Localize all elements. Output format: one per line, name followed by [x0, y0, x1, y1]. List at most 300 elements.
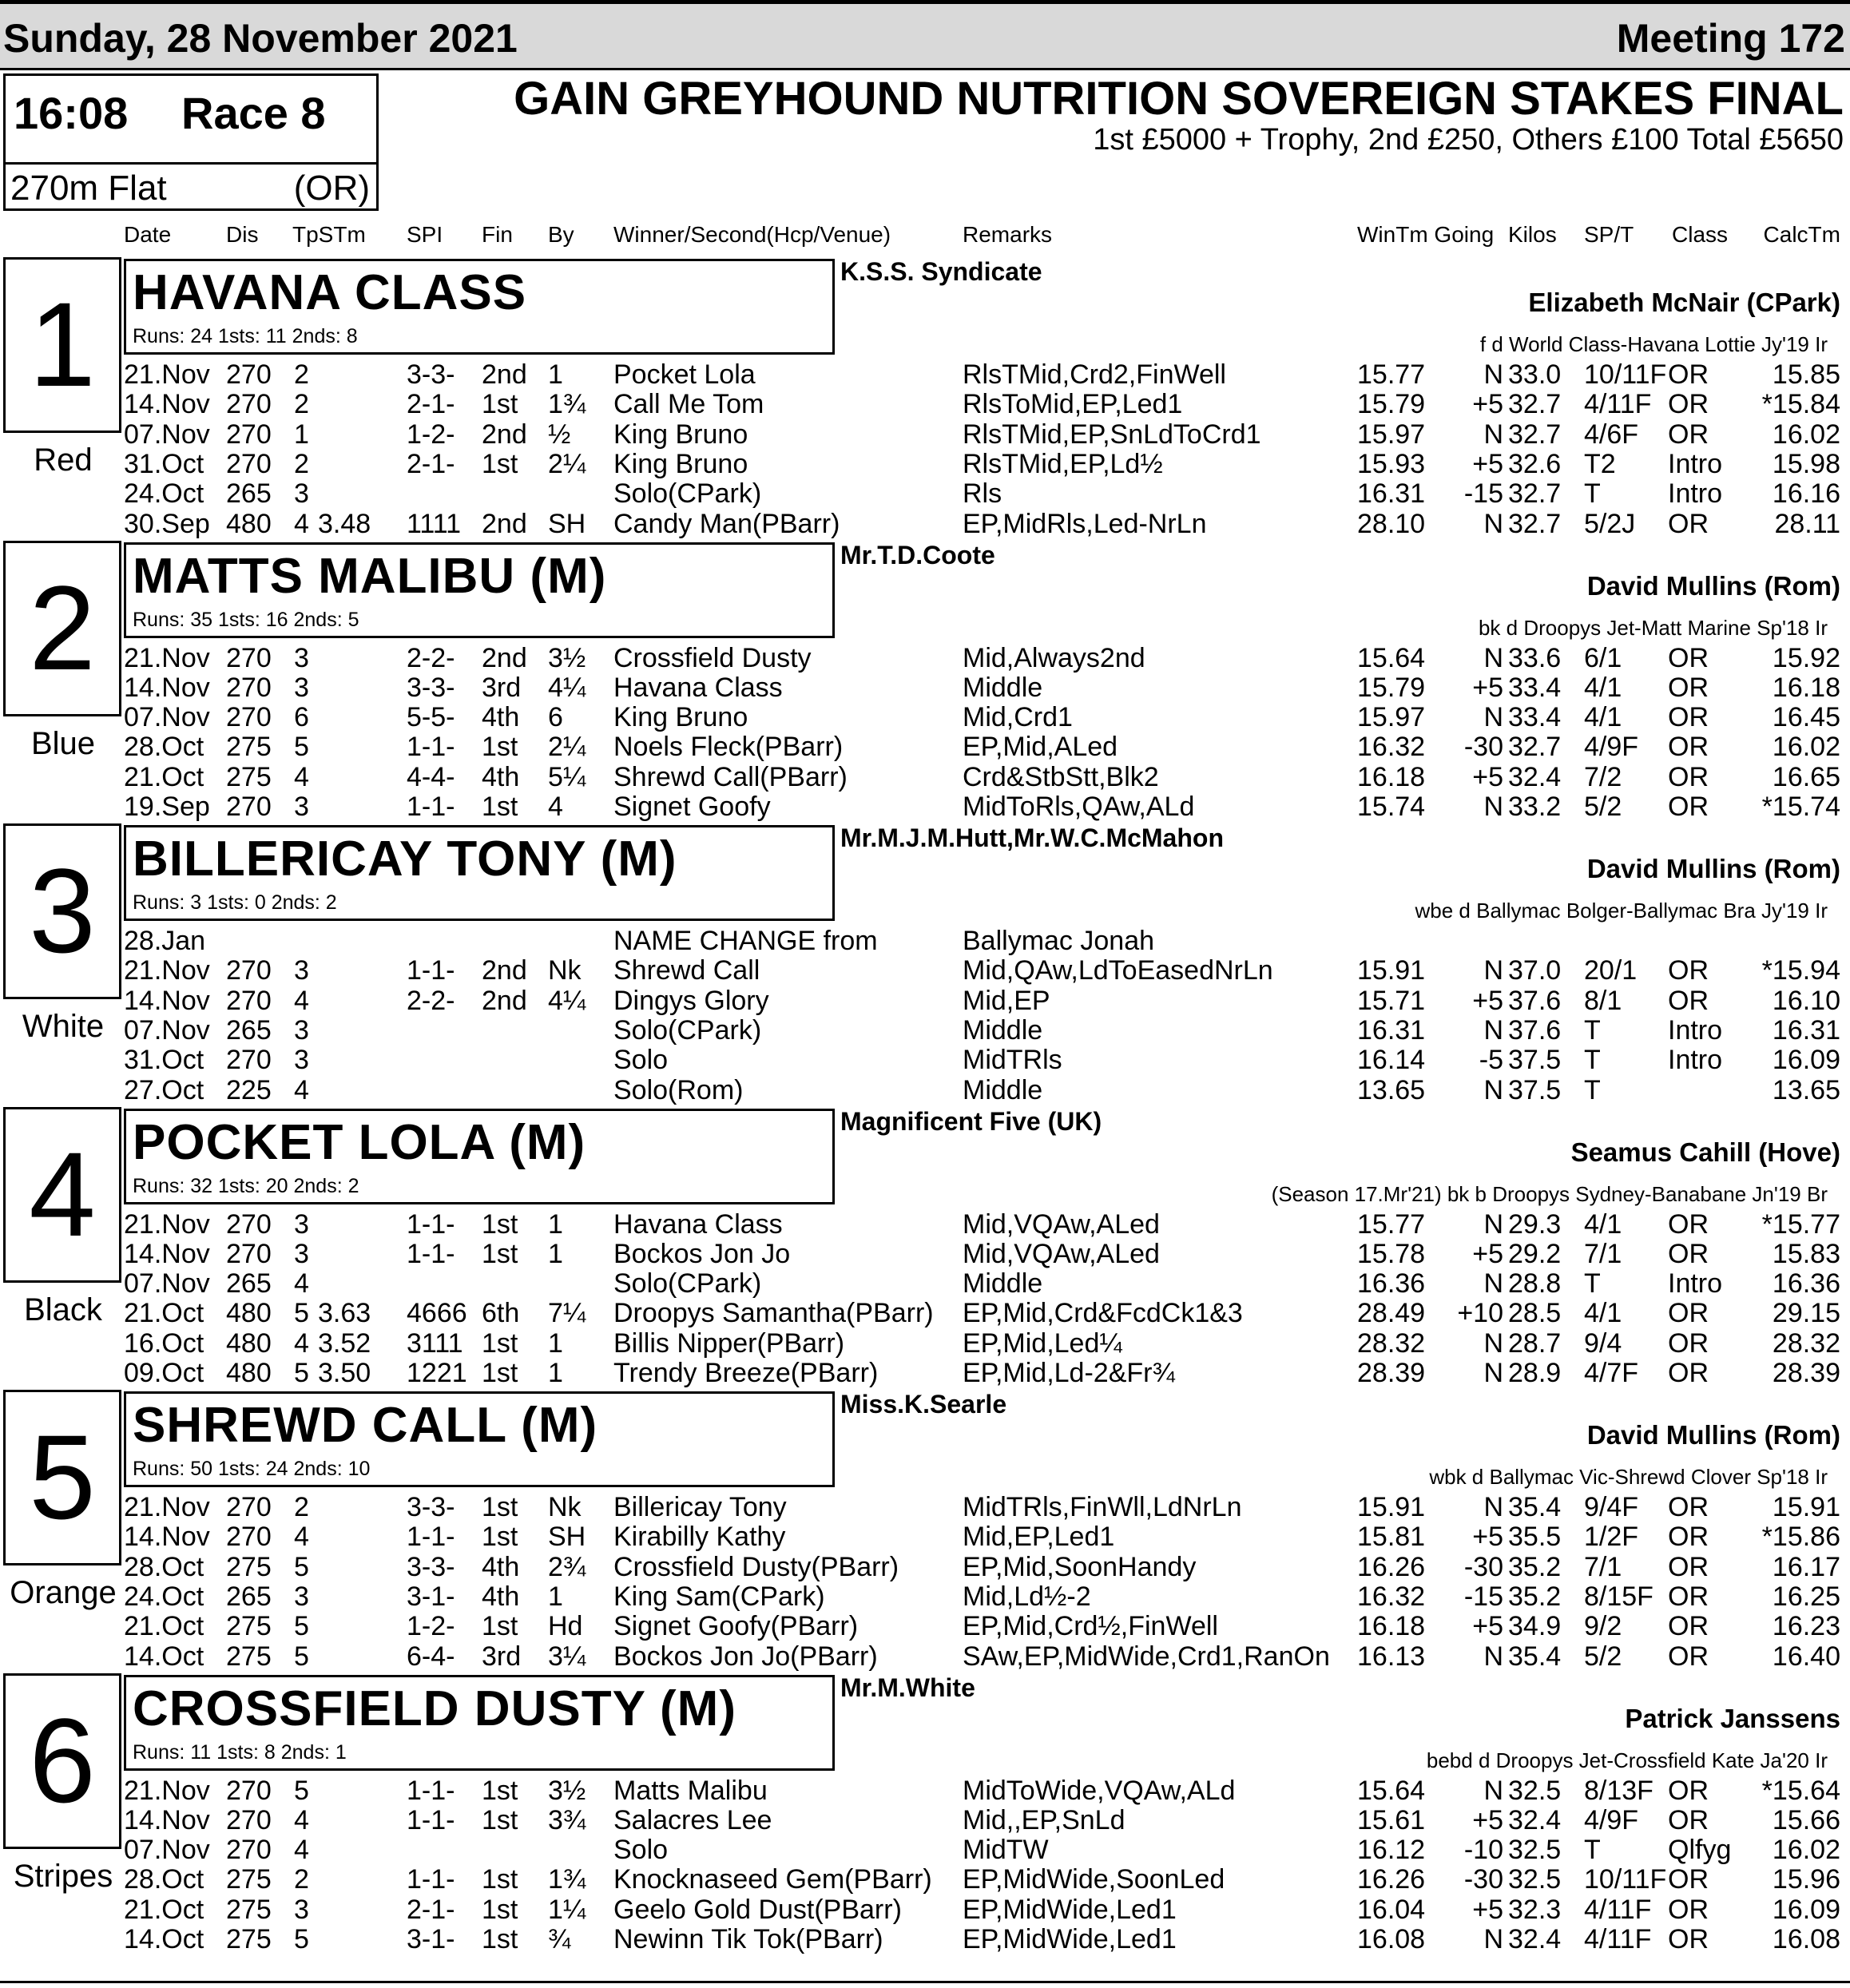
form-going: N: [1483, 792, 1503, 822]
form-row: [0, 1611, 1850, 1641]
form-sp: 4/1: [1584, 702, 1622, 733]
form-row: [0, 643, 1850, 673]
form-win-time: 16.04: [1357, 1894, 1426, 1925]
form-trap: 5: [294, 732, 309, 763]
form-distance-beaten: 1: [548, 1238, 563, 1269]
form-class: OR: [1668, 702, 1709, 733]
form-win-time: 16.31: [1357, 1014, 1426, 1046]
form-win-time: 16.32: [1357, 1581, 1426, 1612]
form-distance-beaten: ½: [548, 419, 571, 450]
form-going: -10: [1463, 1835, 1503, 1866]
form-distance: 480: [226, 1358, 272, 1388]
form-row: [0, 1492, 1850, 1522]
form-row: [0, 926, 1850, 955]
form-row: [0, 1641, 1850, 1671]
race-time: 16:08: [14, 88, 129, 138]
form-winner-second: Crossfield Dusty(PBarr): [613, 1551, 899, 1582]
form-sp: T: [1584, 1268, 1601, 1300]
form-sp: T: [1584, 1835, 1601, 1866]
form-win-time: 15.79: [1357, 672, 1426, 703]
form-row: [0, 1776, 1850, 1805]
form-winner-second: Havana Class: [613, 1208, 783, 1240]
form-distance: 275: [226, 1551, 272, 1582]
form-remarks: EP,Mid,SoonHandy: [963, 1551, 1197, 1582]
form-sp: 1/2F: [1584, 1522, 1639, 1553]
form-win-time: 16.36: [1357, 1268, 1426, 1300]
form-remarks: EP,Mid,Led¼: [963, 1327, 1122, 1359]
form-distance: 270: [226, 672, 272, 703]
form-kilos: 33.4: [1508, 702, 1562, 733]
form-kilos: 37.6: [1508, 985, 1562, 1016]
form-date: 21.Oct: [124, 1298, 204, 1329]
form-finish: 4th: [482, 1581, 520, 1612]
form-sp: 5/2: [1584, 792, 1622, 822]
form-split-positions: 3-3-: [407, 359, 455, 390]
form-date: 21.Nov: [124, 955, 210, 986]
form-remarks: Mid,Always2nd: [963, 642, 1145, 673]
form-going: -5: [1479, 1045, 1503, 1076]
form-remarks: RlsTMid,EP,SnLdToCrd1: [963, 419, 1261, 450]
form-class: OR: [1668, 1522, 1709, 1553]
form-distance-beaten: 3¾: [548, 1804, 586, 1835]
form-calc-time: *15.64: [1761, 1775, 1840, 1806]
form-split-positions: 3-3-: [407, 672, 455, 703]
form-class: OR: [1668, 1924, 1709, 1954]
trap-colour: Red: [34, 442, 93, 478]
form-calc-time: 16.25: [1772, 1581, 1840, 1612]
dog-trainer: Patrick Janssens: [1625, 1703, 1840, 1733]
form-class: OR: [1668, 1581, 1709, 1612]
form-going: +5: [1472, 1522, 1503, 1553]
form-row: [0, 1581, 1850, 1611]
form-remarks: EP,Mid,Ld-2&Fr¾: [963, 1358, 1175, 1388]
form-going: N: [1483, 1074, 1503, 1105]
form-winner-second: Noels Fleck(PBarr): [613, 732, 844, 763]
form-class: OR: [1668, 672, 1709, 703]
form-row: [0, 732, 1850, 761]
dog-owner: K.S.S. Syndicate: [840, 257, 1042, 286]
form-class: OR: [1668, 359, 1709, 390]
form-distance: 265: [226, 1581, 272, 1612]
form-date: 14.Nov: [124, 985, 210, 1016]
form-trap: 4: [294, 985, 309, 1016]
form-distance-beaten: 1: [548, 1358, 563, 1388]
dog-runs-summary: Runs: 11 1sts: 8 2nds: 1: [133, 1740, 347, 1764]
form-winner-second: Shrewd Call: [613, 955, 760, 986]
form-calc-time: 16.23: [1772, 1611, 1840, 1642]
col-date: Date: [124, 222, 172, 247]
form-kilos: 35.4: [1508, 1641, 1562, 1672]
form-calc-time: 16.09: [1772, 1894, 1840, 1925]
form-distance-beaten: SH: [548, 508, 586, 539]
form-win-time: 16.13: [1357, 1641, 1426, 1672]
form-win-time: 28.32: [1357, 1327, 1426, 1359]
form-finish: 1st: [482, 1611, 518, 1642]
form-distance-beaten: 6: [548, 702, 563, 733]
form-distance: 270: [226, 1045, 272, 1076]
dog-owner: Mr.M.J.M.Hutt,Mr.W.C.McMahon: [840, 823, 1224, 852]
form-date: 31.Oct: [124, 448, 204, 479]
form-distance: 275: [226, 1641, 272, 1672]
dog-name: BILLERICAY TONY (M): [133, 831, 677, 887]
form-trap: 4: [294, 1327, 309, 1359]
form-date: 28.Oct: [124, 732, 204, 763]
form-kilos: 29.2: [1508, 1238, 1562, 1269]
form-win-time: 15.71: [1357, 985, 1426, 1016]
form-distance-beaten: Nk: [548, 1492, 582, 1522]
form-date: 19.Sep: [124, 792, 210, 822]
form-sp: T: [1584, 478, 1601, 510]
form-kilos: 32.5: [1508, 1835, 1562, 1866]
form-split-positions: 1-1-: [407, 1775, 455, 1806]
form-remarks: MidTRls,FinWll,LdNrLn: [963, 1492, 1242, 1522]
form-date: 14.Nov: [124, 1238, 210, 1269]
form-win-time: 15.91: [1357, 1492, 1426, 1522]
form-class: OR: [1668, 1894, 1709, 1925]
form-trap: 2: [294, 389, 309, 420]
form-remarks: MidTRls: [963, 1045, 1062, 1076]
form-row: [0, 1268, 1850, 1298]
form-row: [0, 955, 1850, 985]
form-going: -15: [1463, 1581, 1503, 1612]
form-sp: 20/1: [1584, 955, 1638, 986]
form-split-positions: 4-4-: [407, 761, 455, 792]
form-winner-second: Shrewd Call(PBarr): [613, 761, 848, 792]
form-calc-time: 15.91: [1772, 1492, 1840, 1522]
form-remarks: RlsToMid,EP,Led1: [963, 389, 1183, 420]
dog-owner: Magnificent Five (UK): [840, 1106, 1102, 1136]
form-class: OR: [1668, 1208, 1709, 1240]
form-trap: 6: [294, 702, 309, 733]
trap-number: 1: [29, 277, 96, 411]
form-distance-beaten: 1: [548, 359, 563, 390]
form-remarks: Mid,QAw,LdToEasedNrLn: [963, 955, 1273, 986]
form-split-positions: 2-2-: [407, 985, 455, 1016]
form-sp: 8/15F: [1584, 1581, 1653, 1612]
dog-trainer: Elizabeth McNair (CPark): [1528, 288, 1840, 317]
form-distance: 270: [226, 1835, 272, 1866]
form-winner-second: Solo(CPark): [613, 1014, 762, 1046]
form-sp: T: [1584, 1014, 1601, 1046]
form-going: +5: [1472, 985, 1503, 1016]
form-distance-beaten: 1: [548, 1327, 563, 1359]
dog-owner: Mr.T.D.Coote: [840, 540, 995, 569]
form-winner-second: King Bruno: [613, 419, 748, 450]
form-row: [0, 1209, 1850, 1239]
form-trap: 4: [294, 1268, 309, 1300]
form-finish: 1st: [482, 1208, 518, 1240]
form-going: +5: [1472, 1804, 1503, 1835]
form-kilos: 28.9: [1508, 1358, 1562, 1388]
form-kilos: 33.6: [1508, 642, 1562, 673]
form-going: +5: [1472, 1611, 1503, 1642]
form-sp: T: [1584, 1074, 1601, 1105]
form-distance: 275: [226, 1894, 272, 1925]
form-distance: 270: [226, 1522, 272, 1553]
col-dis: Dis: [226, 222, 259, 247]
form-winner-second: Billericay Tony: [613, 1492, 787, 1522]
form-win-time: 15.91: [1357, 955, 1426, 986]
form-trap: 5: [294, 1924, 309, 1954]
form-remarks: MidToWide,VQAw,ALd: [963, 1775, 1236, 1806]
form-row: [0, 419, 1850, 449]
form-finish: 2nd: [482, 985, 527, 1016]
dog-breeding: bebd d Droopys Jet-Crossfield Kate Ja'20 Ir: [1426, 1748, 1828, 1772]
form-row: [0, 702, 1850, 732]
form-calc-time: 16.40: [1772, 1641, 1840, 1672]
form-calc-time: 16.02: [1772, 419, 1840, 450]
form-date: 31.Oct: [124, 1045, 204, 1076]
form-finish: 4th: [482, 702, 520, 733]
form-kilos: 32.4: [1508, 1804, 1562, 1835]
dog-runs-summary: Runs: 35 1sts: 16 2nds: 5: [133, 608, 359, 631]
form-sp: 9/4F: [1584, 1492, 1639, 1522]
runner-block: [0, 1390, 1850, 1673]
form-win-time: 15.64: [1357, 1775, 1426, 1806]
form-kilos: 32.7: [1508, 732, 1562, 763]
form-winner-second: Trendy Breeze(PBarr): [613, 1358, 879, 1388]
form-winner-second: Candy Man(PBarr): [613, 508, 840, 539]
form-calc-time: 16.10: [1772, 985, 1840, 1016]
form-distance: 275: [226, 1611, 272, 1642]
form-trap: 5: [294, 1298, 309, 1329]
form-class: OR: [1668, 1327, 1709, 1359]
form-date: 30.Sep: [124, 508, 210, 539]
form-distance: 270: [226, 702, 272, 733]
trap-number: 5: [29, 1410, 96, 1544]
form-class: OR: [1668, 389, 1709, 420]
form-remarks: EP,MidWide,SoonLed: [963, 1864, 1225, 1895]
form-distance-beaten: 3¼: [548, 1641, 586, 1672]
form-remarks: Crd&StbStt,Blk2: [963, 761, 1159, 792]
form-win-time: 15.77: [1357, 1208, 1426, 1240]
form-kilos: 37.0: [1508, 955, 1562, 986]
form-finish: 1st: [482, 448, 518, 479]
form-row: [0, 986, 1850, 1015]
form-winner-second: Kirabilly Kathy: [613, 1522, 786, 1553]
form-winner-second: Salacres Lee: [613, 1804, 772, 1835]
dog-name-box: [124, 1675, 835, 1771]
form-sp: 10/11F: [1584, 1864, 1667, 1895]
form-distance-beaten: 7¼: [548, 1298, 586, 1329]
form-split-positions: 3111: [407, 1327, 463, 1359]
form-going: +5: [1472, 389, 1503, 420]
form-going: -30: [1463, 732, 1503, 763]
dog-breeding: wbk d Ballymac Vic-Shrewd Clover Sp'18 Ir: [1429, 1465, 1828, 1489]
form-date: 07.Nov: [124, 702, 210, 733]
form-class: OR: [1668, 642, 1709, 673]
form-class: Intro: [1668, 448, 1723, 479]
form-trap: 4: [294, 508, 309, 539]
form-kilos: 32.5: [1508, 1775, 1562, 1806]
form-kilos: 32.7: [1508, 478, 1562, 510]
form-split-positions: 3-1-: [407, 1581, 455, 1612]
form-win-time: 15.97: [1357, 419, 1426, 450]
form-distance: 270: [226, 419, 272, 450]
form-class: OR: [1668, 1492, 1709, 1522]
form-trap: 2: [294, 1864, 309, 1895]
form-win-time: 15.77: [1357, 359, 1426, 390]
form-calc-time: *15.77: [1761, 1208, 1840, 1240]
form-calc-time: 16.17: [1772, 1551, 1840, 1582]
form-date: 21.Oct: [124, 1894, 204, 1925]
form-kilos: 28.8: [1508, 1268, 1562, 1300]
form-kilos: 32.7: [1508, 389, 1562, 420]
form-distance-beaten: Hd: [548, 1611, 583, 1642]
form-going: +5: [1472, 448, 1503, 479]
form-row: [0, 1298, 1850, 1327]
form-row: [0, 389, 1850, 419]
form-class: OR: [1668, 1641, 1709, 1672]
form-win-time: 15.81: [1357, 1522, 1426, 1553]
form-going: N: [1483, 642, 1503, 673]
form-remarks: RlsTMid,Crd2,FinWell: [963, 359, 1226, 390]
form-finish: 4th: [482, 1551, 520, 1582]
form-row: [0, 1075, 1850, 1105]
form-remarks: Mid,,EP,SnLd: [963, 1804, 1125, 1835]
trap-colour: Blue: [30, 725, 96, 761]
form-win-time: 15.79: [1357, 389, 1426, 420]
form-remarks: Middle: [963, 1074, 1043, 1105]
form-sp: 4/11F: [1584, 1924, 1652, 1954]
form-row: [0, 1864, 1850, 1894]
form-winner-second: Crossfield Dusty: [613, 642, 812, 673]
form-distance: 275: [226, 1864, 272, 1895]
dog-runs-summary: Runs: 3 1sts: 0 2nds: 2: [133, 891, 337, 914]
form-trap: 3: [294, 1014, 309, 1046]
form-finish: 2nd: [482, 419, 527, 450]
form-going: N: [1483, 702, 1503, 733]
form-winner-second: Newinn Tik Tok(PBarr): [613, 1924, 883, 1954]
form-date: 21.Oct: [124, 761, 204, 792]
form-distance: 265: [226, 1268, 272, 1300]
form-remarks: Rls: [963, 478, 1002, 510]
form-sp: 8/1: [1584, 985, 1622, 1016]
dog-breeding: wbe d Ballymac Bolger-Ballymac Bra Jy'19 Ir: [1415, 899, 1828, 923]
form-row: [0, 1924, 1850, 1954]
form-date: 07.Nov: [124, 1268, 210, 1300]
form-sp: 9/4: [1584, 1327, 1622, 1359]
form-winner-second: Billis Nipper(PBarr): [613, 1327, 845, 1359]
form-trap: 3: [294, 1045, 309, 1076]
form-trap: 3: [294, 1894, 309, 1925]
form-calc-time: *15.86: [1761, 1522, 1840, 1553]
form-sp: 7/2: [1584, 761, 1622, 792]
form-row: [0, 1895, 1850, 1924]
form-going: N: [1483, 1492, 1503, 1522]
form-distance: 270: [226, 985, 272, 1016]
form-remarks: EP,Mid,ALed: [963, 732, 1118, 763]
form-calc-time: 15.98: [1772, 448, 1840, 479]
form-trap: 5: [294, 1641, 309, 1672]
form-winner-second: Signet Goofy: [613, 792, 771, 822]
form-finish: 1st: [482, 1775, 518, 1806]
form-distance: 480: [226, 1298, 272, 1329]
form-class: Intro: [1668, 1045, 1723, 1076]
form-sp: 4/11F: [1584, 1894, 1652, 1925]
race-title: GAIN GREYHOUND NUTRITION SOVEREIGN STAKES FINAL: [514, 73, 1844, 125]
form-calc-time: *15.94: [1761, 955, 1840, 986]
form-win-time: 28.49: [1357, 1298, 1426, 1329]
form-finish: 1st: [482, 1522, 518, 1553]
form-sectional: 3.52: [318, 1327, 371, 1359]
race-grade: (OR): [293, 169, 370, 208]
form-split-positions: 1-1-: [407, 1208, 455, 1240]
form-win-time: 16.26: [1357, 1864, 1426, 1895]
form-remarks: Middle: [963, 1268, 1043, 1300]
form-calc-time: *15.74: [1761, 792, 1840, 822]
form-kilos: 33.4: [1508, 672, 1562, 703]
race-prizes: 1st £5000 + Trophy, 2nd £250, Others £100 Total £5650: [1093, 123, 1844, 157]
form-sp: 5/2: [1584, 1641, 1622, 1672]
form-distance: 225: [226, 1074, 272, 1105]
form-remarks: Mid,Crd1: [963, 702, 1073, 733]
form-going: N: [1483, 1327, 1503, 1359]
form-trap: 5: [294, 1551, 309, 1582]
form-win-time: 16.26: [1357, 1551, 1426, 1582]
form-win-time: 16.32: [1357, 732, 1426, 763]
form-row: [0, 1552, 1850, 1581]
form-finish: 1st: [482, 1492, 518, 1522]
form-row: [0, 1358, 1850, 1387]
dog-trainer: David Mullins (Rom): [1586, 854, 1840, 883]
form-sp: 4/1: [1584, 1298, 1622, 1329]
form-winner-second: Call Me Tom: [613, 389, 764, 420]
form-win-time: 15.78: [1357, 1238, 1426, 1269]
form-finish: 1st: [482, 1894, 518, 1925]
form-distance: 480: [226, 1327, 272, 1359]
trap-colour: Orange: [10, 1575, 117, 1610]
form-winner-second: King Sam(CPark): [613, 1581, 825, 1612]
form-going: -15: [1463, 478, 1503, 510]
form-remarks: Middle: [963, 672, 1043, 703]
form-date: 07.Nov: [124, 1835, 210, 1866]
form-calc-time: 16.31: [1772, 1014, 1840, 1046]
form-calc-time: 16.09: [1772, 1045, 1840, 1076]
form-winner-second: Geelo Gold Dust(PBarr): [613, 1894, 902, 1925]
runner-block: [0, 1107, 1850, 1390]
form-distance: 270: [226, 448, 272, 479]
form-calc-time: 28.11: [1774, 508, 1840, 539]
form-kilos: 33.0: [1508, 359, 1562, 390]
form-distance-beaten: 3½: [548, 1775, 586, 1806]
form-class: OR: [1668, 508, 1709, 539]
trap-number: 3: [29, 843, 96, 978]
form-sectional: 3.48: [318, 508, 371, 539]
form-split-positions: 1221: [407, 1358, 467, 1388]
form-going: -30: [1463, 1864, 1503, 1895]
form-winner-second: NAME CHANGE from: [613, 926, 878, 956]
trap-number: 2: [29, 560, 96, 695]
form-going: -30: [1463, 1551, 1503, 1582]
form-class: OR: [1668, 792, 1709, 822]
form-sectional: 3.50: [318, 1358, 371, 1388]
col-wintm-going: WinTm Going: [1357, 222, 1495, 247]
meeting-number: Meeting 172: [1616, 16, 1845, 61]
form-winner-second: Solo: [613, 1835, 669, 1866]
form-kilos: 32.4: [1508, 761, 1562, 792]
form-calc-time: 16.08: [1772, 1924, 1840, 1954]
meeting-date: Sunday, 28 November 2021: [3, 16, 518, 61]
form-kilos: 35.4: [1508, 1492, 1562, 1522]
runner-block: [0, 257, 1850, 540]
form-finish: 1st: [482, 732, 518, 763]
form-trap: 3: [294, 642, 309, 673]
form-trap: 3: [294, 672, 309, 703]
form-going: N: [1483, 1641, 1503, 1672]
form-kilos: 28.7: [1508, 1327, 1562, 1359]
form-class: OR: [1668, 1611, 1709, 1642]
